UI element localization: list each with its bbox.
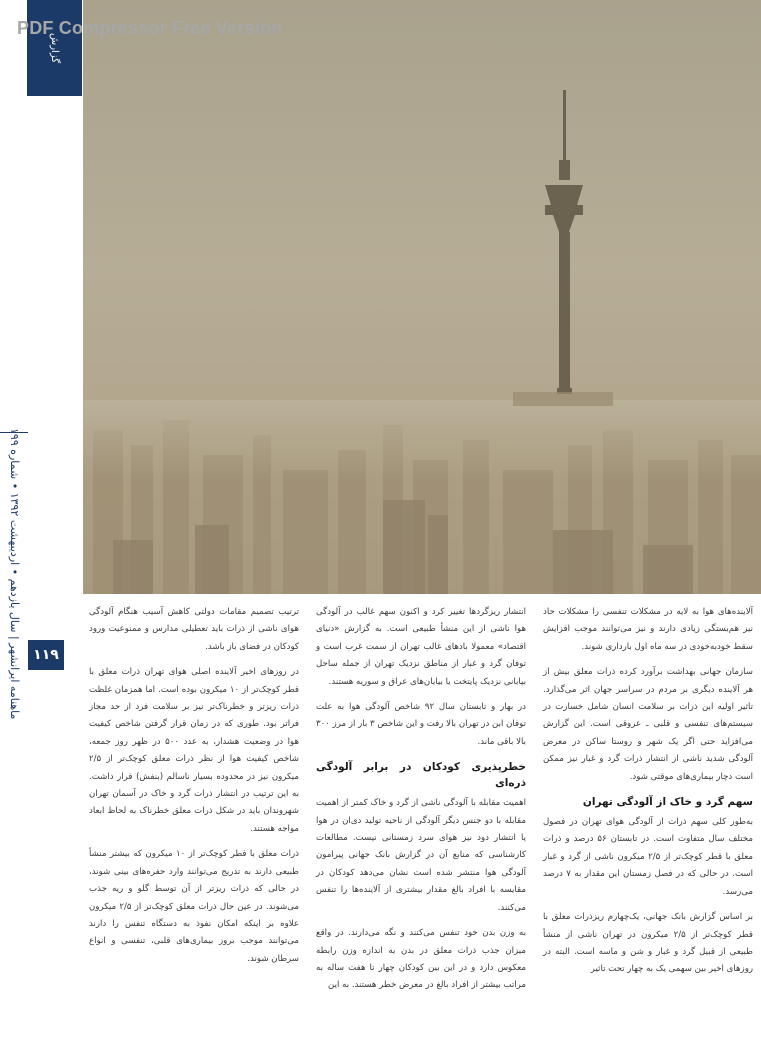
article-body — [83, 604, 753, 1034]
paragraph: ترتیب تصمیم مقامات دولتی کاهش آسیب هنگام آلودگی هوای ناشی از ذرات باید تعطیلی مدارس و ممنوعیت ورود کودکان در فضای باز باشد. — [89, 607, 299, 652]
paragraph: آلاینده‌های هوا به لایه در مشکلات تنفسی را مشکلات حاد نیز هم‌بستگی زیادی دارند و نیز می‌توانند موجب افزایش سقط خودبه‌خودی در سه ماه اول بارداری شوند. — [543, 607, 753, 652]
magazine-info: ماهنامه ایرانشهر | سال یازدهم • اردیبهشت ۱۳۹۲ • شماره ۱۹۹ — [8, 428, 21, 720]
section-tab-label: گزارش — [49, 32, 60, 64]
section-heading: سهم گرد و خاک از آلودگی تهران — [582, 796, 753, 809]
section-heading: خطرپذیری کودکان در برابر آلودگی ذره‌ای — [316, 761, 526, 790]
paragraph: اهمیت مقابله با آلودگی ناشی از گرد و خاک کمتر از اهمیت مقابله با دو جنس دیگر آلودگی از ناحیه تولید دی‌ان در هوا یا انتشار دود نیز هوای سرد زمستانی نیست. مطالعات کارشناسی که منابع آن در گزارش بانک جهانی پیرامون آلودگی هوا منتشر شده است نشان می‌دهد کودکان در مقایسه با افراد بالغ مقدار بیشتری از آلاینده‌ها را تنفس می‌کنند. — [316, 798, 526, 913]
paragraph: ذرات معلق با قطر کوچک‌تر از ۱۰ میکرون که بیشتر منشأ طبیعی دارند به تدریج می‌توانند وارد حفره‌های بینی شوند، در حالی که ذرات ریزتر از آن توسط گلو و ریه جذب می‌شوند. در عین حال ذرات معلق کوچک‌تر از ۲/۵ میکرون علاوه بر اینکه امکان نفوذ به دستگاه تنفس را دارند می‌توانند موجب بروز بیماری‌های قلبی، تنفسی و انواع سرطان شوند. — [89, 849, 299, 964]
paragraph: در بهار و تابستان سال ۹۲ شاخص آلودگی هوا به علت توفان ابن در تهران بالا رفت و این شاخص ۳ بار از مرز ۳۰۰ بالا باقی ماند. — [316, 702, 526, 747]
paragraph: به‌طور کلی سهم ذرات از آلودگی هوای تهران در فصول مختلف سال متفاوت است. در تابستان ۵۶ درصد و ذرات معلق با قطر کوچک‌تر از ۲/۵ میکرون ناشی از گرد و غبار است. در حالی که در فصل زمستان این مقدار به ۷ درصد می‌رسد. — [543, 817, 753, 897]
paragraph: به وزن بدن خود تنفس می‌کنند و نگه می‌دارند. در واقع میزان جذب ذرات معلق در بدن به اندازه وزن رابطه معکوس دارد و در این بین کودکان چهار تا هفت ساله به مراتب بیشتر از افراد بالغ در معرض خطر هستند. به این — [316, 928, 526, 991]
article-column-3 — [89, 604, 299, 1034]
smog-city-photo — [83, 0, 761, 594]
article-column-2 — [316, 604, 526, 1034]
article-column-1 — [543, 604, 753, 1034]
page-number: ۱۱۹ — [28, 640, 64, 670]
section-tab — [27, 0, 82, 96]
paragraph: بر اساس گزارش بانک جهانی، یک‌چهارم ریزذرات معلق با قطر کوچک‌تر از ۲/۵ میکرون در تهران ناشی از منشأ طبیعی از قبیل گرد و غبار و شن و ماسه است. البته در روزهای اخیر بین سهمی یک به چهار تحت تاثیر — [543, 912, 753, 975]
paragraph: در روزهای اخیر آلاینده اصلی هوای تهران ذرات معلق با قطر کوچک‌تر از ۱۰ میکرون بوده است. اما همزمان غلظت ذرات ریزتر و خطرناک‌تر نیز بر سلامت فرد از حد مجاز فراتر بود. طوری که در زمان قرار گرفتن شاخص کیفیت هوا در وضعیت هشدار، به عدد ۵۰۰ در ظهر روز جمعه، شاخص کیفیت هوا از نظر ذرات معلق کوچک‌تر از ۲/۵ میکرون نیز در محدوده بسیار ناسالم (بنفش) قرار داشت. به این ترتیب در انتشار ذرات گرد و خاک در آسمان تهران شهروندان باید در شکل ذرات معلق خطرناک به لحاظ ابعاد مواجه هستند. — [89, 667, 299, 834]
watermark: PDF Compressor Free Version — [17, 18, 283, 38]
paragraph: سازمان جهانی بهداشت برآورد کرده ذرات معلق بیش از هر آلاینده دیگری بر مردم در سراسر جهان اثر می‌گذارد. تاثیر اولیه این ذرات بر سلامت انسان شامل خسارت در سیستم‌های تنفسی و قلبی ـ عروقی است. این گزارش می‌افزاید حتی اگر یک شهر و روستا ساکن در معرض آلودگی شدید ناشی از انتشار ذرات گرد و غبار نیز ممکن است دچار بیماری‌های موقتی شود. — [543, 667, 753, 782]
paragraph: انتشار ریزگردها تغییر کرد و اکنون سهم غالب در آلودگی هوا ناشی از این منشأ طبیعی است. به گزارش «دنیای اقتصاد» معمولا بادهای غالب تهران از سمت غرب است و توفان گرد و غبار از مناطق نزدیک تهران از جمله ساحل بیابانی نزدیک پایتخت یا بیابان‌های عراق و سوریه هستند. — [316, 607, 526, 687]
tehran-skyline-image — [83, 0, 761, 594]
